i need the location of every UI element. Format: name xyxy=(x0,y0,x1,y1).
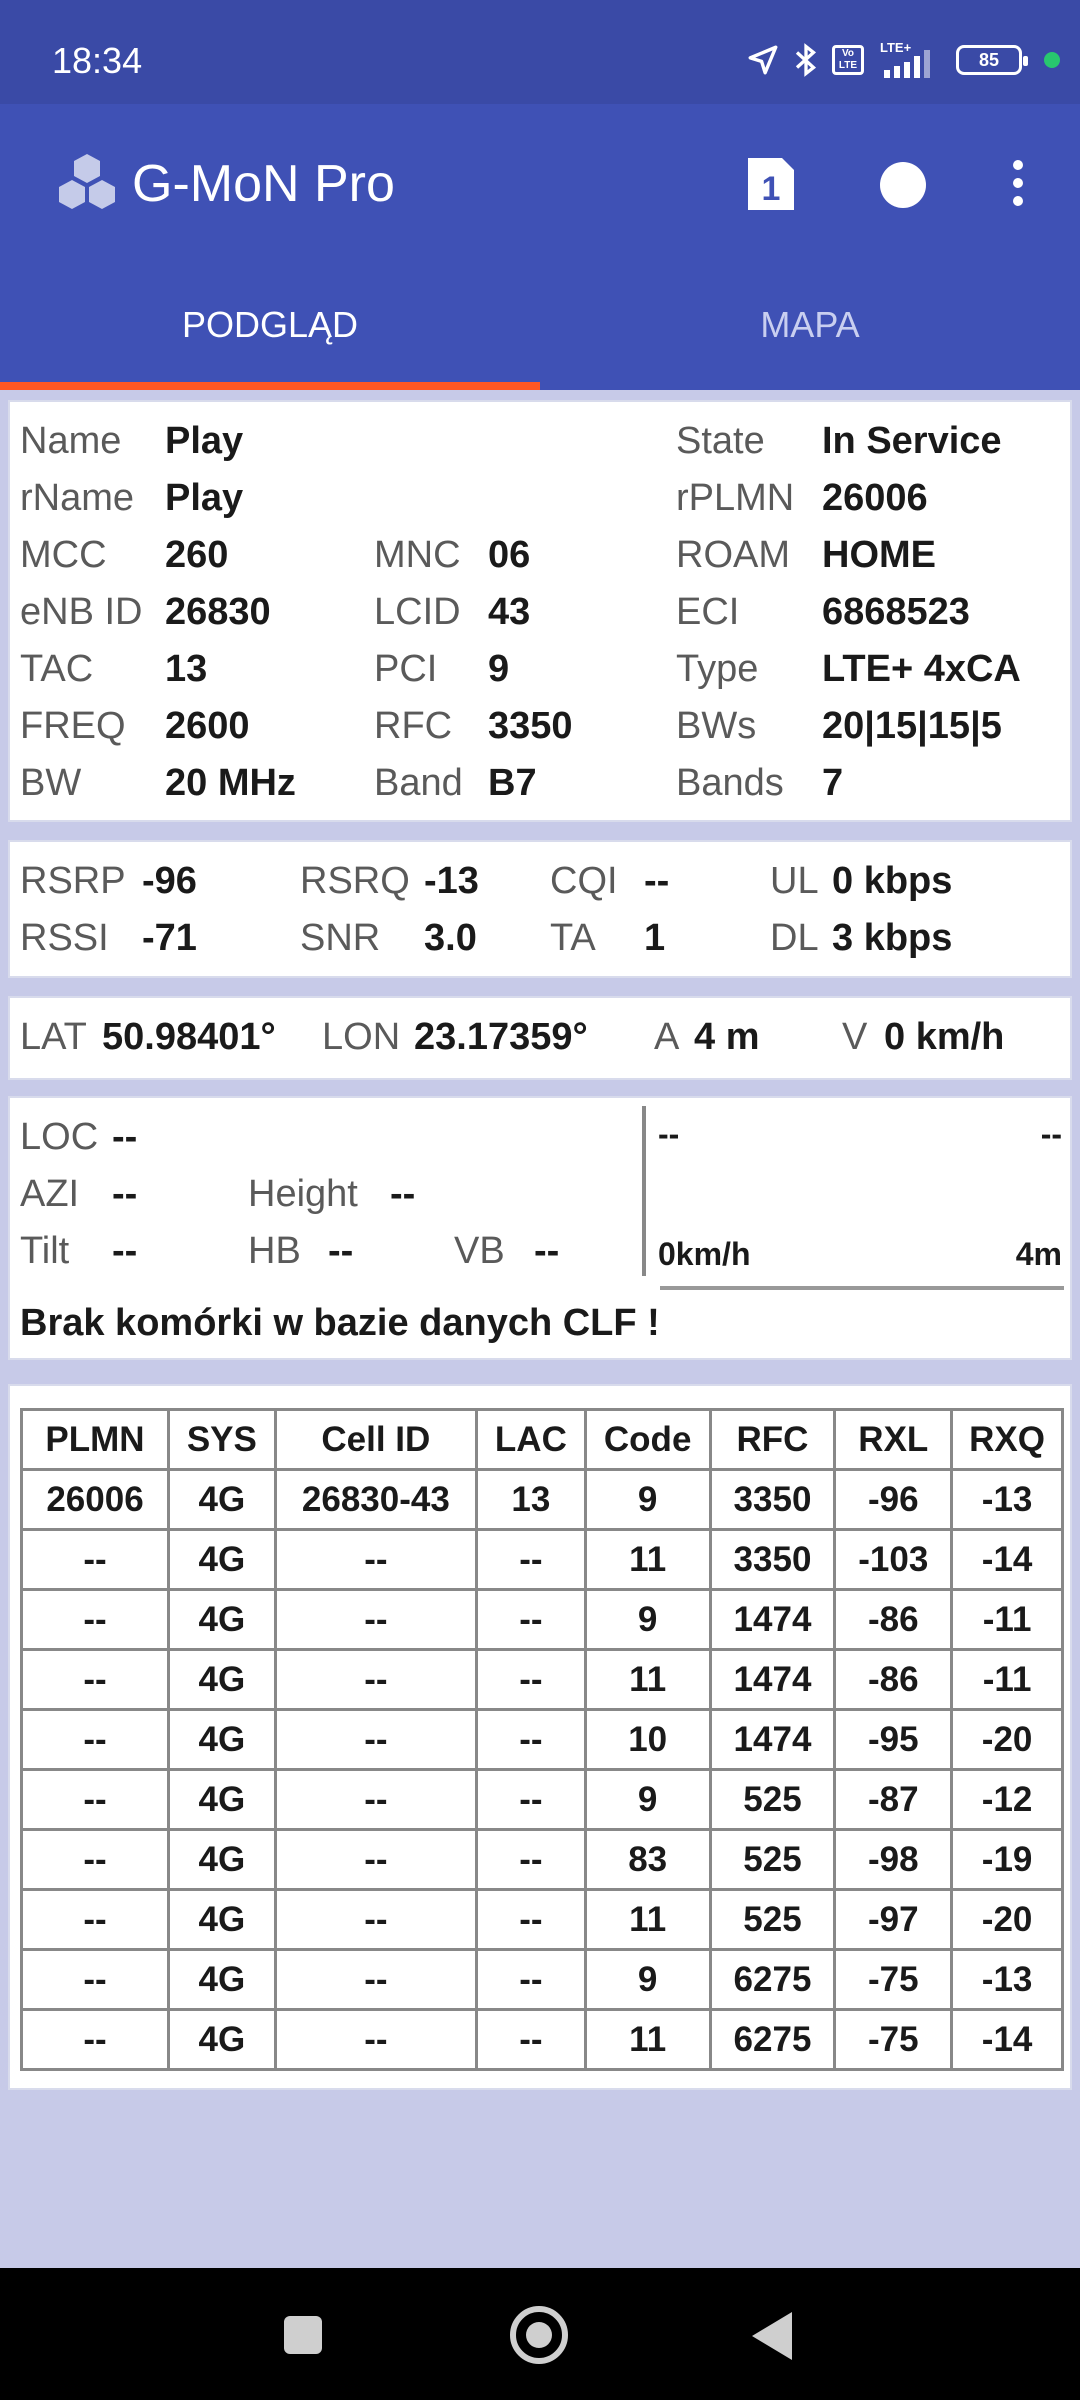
column-header: RXL xyxy=(835,1410,952,1470)
table-cell: -- xyxy=(275,2010,476,2070)
table-cell: -13 xyxy=(952,1470,1063,1530)
bws-label: BWs xyxy=(676,705,757,747)
clf-graph-baseline xyxy=(660,1286,1064,1290)
table-cell: -- xyxy=(275,1710,476,1770)
dl-value: 3 kbps xyxy=(832,917,953,959)
dl-label: DL xyxy=(770,917,819,959)
table-cell: 1474 xyxy=(710,1650,835,1710)
ul-label: UL xyxy=(770,860,819,902)
lcid-value: 43 xyxy=(488,591,531,633)
table-cell: -75 xyxy=(835,1950,952,2010)
table-cell: 11 xyxy=(585,1530,710,1590)
table-cell: -- xyxy=(275,1650,476,1710)
table-cell: 4G xyxy=(168,1530,275,1590)
location-card xyxy=(8,996,1072,1080)
pci-value: 9 xyxy=(488,648,510,690)
mcc-value: 260 xyxy=(165,534,229,576)
bw-label: BW xyxy=(20,762,82,804)
snr-value: 3.0 xyxy=(424,917,477,959)
table-cell: 9 xyxy=(585,1950,710,2010)
table-row xyxy=(22,1650,1063,1710)
enb-id-label: eNB ID xyxy=(20,591,143,633)
app-title: G-MoN Pro xyxy=(132,155,395,213)
column-header: RXQ xyxy=(952,1410,1063,1470)
azi-label: AZI xyxy=(20,1173,80,1215)
bands-value: 7 xyxy=(822,762,844,804)
vb-value: -- xyxy=(534,1230,560,1272)
table-cell: 26830-43 xyxy=(275,1470,476,1530)
rsrq-label: RSRQ xyxy=(300,860,410,902)
ta-label: TA xyxy=(550,917,596,959)
app-bar xyxy=(0,104,1080,390)
name-label: Name xyxy=(20,420,122,462)
neighbor-cells-card xyxy=(8,1384,1072,2090)
table-cell: -- xyxy=(477,1770,586,1830)
accuracy-value: 4 m xyxy=(694,1016,760,1058)
table-cell: -- xyxy=(22,1890,169,1950)
table-cell: -- xyxy=(477,1590,586,1650)
table-cell: -- xyxy=(275,1950,476,2010)
tilt-value: -- xyxy=(112,1230,138,1272)
lat-value: 50.98401° xyxy=(102,1016,276,1058)
table-cell: -- xyxy=(275,1830,476,1890)
tab-podglad[interactable]: PODGLĄD xyxy=(181,304,359,345)
table-cell: -98 xyxy=(835,1830,952,1890)
lcid-label: LCID xyxy=(374,591,461,633)
table-cell: -11 xyxy=(952,1650,1063,1710)
state-label: State xyxy=(676,420,765,462)
height-label: Height xyxy=(248,1173,358,1215)
recents-button[interactable] xyxy=(284,2316,322,2354)
table-cell: -- xyxy=(22,1710,169,1770)
hb-label: HB xyxy=(248,1230,301,1272)
table-cell: -95 xyxy=(835,1710,952,1770)
table-cell: -- xyxy=(477,1950,586,2010)
table-cell: 9 xyxy=(585,1470,710,1530)
table-cell: -- xyxy=(477,1530,586,1590)
tac-label: TAC xyxy=(20,648,94,690)
signal-strength-icon xyxy=(878,40,942,80)
pci-label: PCI xyxy=(374,648,438,690)
column-header: Code xyxy=(585,1410,710,1470)
velocity-label: V xyxy=(842,1016,868,1058)
table-row xyxy=(22,1530,1063,1590)
lon-value: 23.17359° xyxy=(414,1016,588,1058)
status-icons xyxy=(746,40,1060,80)
ul-value: 0 kbps xyxy=(832,860,953,902)
table-cell: -- xyxy=(275,1590,476,1650)
table-row xyxy=(22,1470,1063,1530)
sim-card-icon[interactable] xyxy=(746,156,796,212)
vb-label: VB xyxy=(454,1230,505,1272)
mnc-value: 06 xyxy=(488,534,531,576)
table-cell: -- xyxy=(22,2010,169,2070)
type-label: Type xyxy=(676,648,759,690)
hb-value: -- xyxy=(328,1230,354,1272)
table-cell: -- xyxy=(477,1890,586,1950)
tab-mapa[interactable]: MAPA xyxy=(760,304,860,345)
table-cell: 4G xyxy=(168,1650,275,1710)
status-time: 18:34 xyxy=(52,40,143,81)
azi-value: -- xyxy=(112,1173,138,1215)
table-cell: 4G xyxy=(168,1770,275,1830)
table-cell: 10 xyxy=(585,1710,710,1770)
table-cell: -75 xyxy=(835,2010,952,2070)
table-row xyxy=(22,1830,1063,1890)
table-cell: -- xyxy=(22,1950,169,2010)
bands-label: Bands xyxy=(676,762,784,804)
ta-value: 1 xyxy=(644,917,666,959)
clf-right-top-left: -- xyxy=(658,1116,680,1152)
eci-label: ECI xyxy=(676,591,740,633)
table-cell: -14 xyxy=(952,2010,1063,2070)
snr-label: SNR xyxy=(300,917,381,959)
height-value: -- xyxy=(390,1173,416,1215)
table-cell: 525 xyxy=(710,1770,835,1830)
type-value: LTE+ 4xCA xyxy=(822,648,1021,690)
table-cell: 3350 xyxy=(710,1470,835,1530)
table-cell: 9 xyxy=(585,1770,710,1830)
table-cell: 11 xyxy=(585,2010,710,2070)
table-cell: -87 xyxy=(835,1770,952,1830)
table-cell: -14 xyxy=(952,1530,1063,1590)
column-header: SYS xyxy=(168,1410,275,1470)
more-options-icon[interactable] xyxy=(1010,160,1026,210)
roam-label: ROAM xyxy=(676,534,790,576)
table-cell: -103 xyxy=(835,1530,952,1590)
serving-cell-card xyxy=(8,400,1072,822)
table-cell: -19 xyxy=(952,1830,1063,1890)
rfc-label: RFC xyxy=(374,705,453,747)
table-cell: 525 xyxy=(710,1830,835,1890)
neighbor-cells-table xyxy=(20,1408,1064,2071)
table-cell: 13 xyxy=(477,1470,586,1530)
table-cell: -- xyxy=(477,1650,586,1710)
rssi-value: -71 xyxy=(142,917,197,959)
battery-icon: 85 xyxy=(956,45,1022,75)
rssi-label: RSSI xyxy=(20,917,109,959)
mcc-label: MCC xyxy=(20,534,107,576)
table-cell: -86 xyxy=(835,1650,952,1710)
clf-right-top-right: -- xyxy=(1040,1116,1062,1152)
table-cell: 26006 xyxy=(22,1470,169,1530)
lon-label: LON xyxy=(322,1016,401,1058)
location-arrow-icon xyxy=(746,43,780,77)
rname-value: Play xyxy=(165,477,244,519)
clf-divider xyxy=(642,1106,646,1276)
table-cell: 4G xyxy=(168,1890,275,1950)
table-cell: 525 xyxy=(710,1890,835,1950)
network-type-label: LTE+ xyxy=(880,40,912,55)
freq-label: FREQ xyxy=(20,705,126,747)
eci-value: 6868523 xyxy=(822,591,970,633)
table-cell: 6275 xyxy=(710,1950,835,2010)
privacy-indicator-icon xyxy=(1044,52,1060,68)
table-cell: 1474 xyxy=(710,1590,835,1650)
table-cell: 1474 xyxy=(710,1710,835,1770)
freq-value: 2600 xyxy=(165,705,250,747)
clf-card xyxy=(8,1096,1072,1360)
table-row xyxy=(22,1890,1063,1950)
table-cell: -- xyxy=(22,1530,169,1590)
table-cell: 4G xyxy=(168,2010,275,2070)
rsrp-value: -96 xyxy=(142,860,197,902)
table-cell: -11 xyxy=(952,1590,1063,1650)
table-cell: 4G xyxy=(168,1710,275,1770)
mnc-label: MNC xyxy=(374,534,461,576)
table-row xyxy=(22,2010,1063,2070)
table-cell: -96 xyxy=(835,1470,952,1530)
clf-speed-value: 0km/h xyxy=(658,1236,751,1272)
home-button[interactable] xyxy=(510,2306,568,2364)
table-row xyxy=(22,1770,1063,1830)
app-logo-icon xyxy=(52,150,122,220)
accuracy-label: A xyxy=(654,1016,680,1058)
status-bar xyxy=(0,0,1080,104)
table-cell: -- xyxy=(477,1830,586,1890)
rplmn-label: rPLMN xyxy=(676,477,795,519)
bluetooth-icon xyxy=(794,42,818,78)
table-cell: 11 xyxy=(585,1890,710,1950)
clf-accuracy-value: 4m xyxy=(1015,1236,1062,1272)
volte-icon: Vo LTE xyxy=(832,45,864,75)
rplmn-value: 26006 xyxy=(822,477,928,519)
column-header: RFC xyxy=(710,1410,835,1470)
active-tab-indicator xyxy=(0,382,540,390)
table-cell: 9 xyxy=(585,1590,710,1650)
record-button[interactable] xyxy=(880,162,926,208)
table-cell: -- xyxy=(477,1710,586,1770)
table-cell: 4G xyxy=(168,1470,275,1530)
table-cell: -12 xyxy=(952,1770,1063,1830)
velocity-value: 0 km/h xyxy=(884,1016,1005,1058)
table-cell: -86 xyxy=(835,1590,952,1650)
cqi-label: CQI xyxy=(550,860,618,902)
system-nav-bar xyxy=(0,2268,1080,2400)
band-value: B7 xyxy=(488,762,537,804)
table-cell: 4G xyxy=(168,1590,275,1650)
tilt-label: Tilt xyxy=(20,1230,70,1272)
state-value: In Service xyxy=(822,420,1002,462)
table-header-row xyxy=(22,1410,1063,1470)
table-cell: -- xyxy=(22,1830,169,1890)
table-row xyxy=(22,1950,1063,2010)
rfc-value: 3350 xyxy=(488,705,573,747)
lat-label: LAT xyxy=(20,1016,87,1058)
enb-id-value: 26830 xyxy=(165,591,271,633)
signal-card xyxy=(8,840,1072,978)
table-cell: 4G xyxy=(168,1950,275,2010)
table-cell: -- xyxy=(275,1770,476,1830)
table-cell: -- xyxy=(275,1530,476,1590)
band-label: Band xyxy=(374,762,463,804)
tac-value: 13 xyxy=(165,648,208,690)
table-cell: 3350 xyxy=(710,1530,835,1590)
bws-value: 20|15|15|5 xyxy=(822,705,1002,747)
table-cell: 11 xyxy=(585,1650,710,1710)
loc-value: -- xyxy=(112,1116,138,1158)
back-button[interactable] xyxy=(752,2312,792,2360)
table-cell: -13 xyxy=(952,1950,1063,2010)
name-value: Play xyxy=(165,420,244,462)
table-cell: -20 xyxy=(952,1890,1063,1950)
rname-label: rName xyxy=(20,477,135,519)
table-cell: -20 xyxy=(952,1710,1063,1770)
table-cell: 6275 xyxy=(710,2010,835,2070)
table-cell: -- xyxy=(477,2010,586,2070)
bw-value: 20 MHz xyxy=(165,762,296,804)
loc-label: LOC xyxy=(20,1116,99,1158)
table-cell: 4G xyxy=(168,1830,275,1890)
table-cell: -- xyxy=(22,1770,169,1830)
column-header: LAC xyxy=(477,1410,586,1470)
clf-message: Brak komórki w bazie danych CLF ! xyxy=(20,1302,660,1344)
table-cell: -- xyxy=(22,1590,169,1650)
table-row xyxy=(22,1710,1063,1770)
rsrq-value: -13 xyxy=(424,860,479,902)
rsrp-label: RSRP xyxy=(20,860,126,902)
table-row xyxy=(22,1590,1063,1650)
column-header: PLMN xyxy=(22,1410,169,1470)
table-cell: -- xyxy=(22,1650,169,1710)
column-header: Cell ID xyxy=(275,1410,476,1470)
table-cell: -- xyxy=(275,1890,476,1950)
cqi-value: -- xyxy=(644,860,670,902)
table-cell: 83 xyxy=(585,1830,710,1890)
sim-number: 1 xyxy=(761,170,781,208)
roam-value: HOME xyxy=(822,534,936,576)
table-cell: -97 xyxy=(835,1890,952,1950)
